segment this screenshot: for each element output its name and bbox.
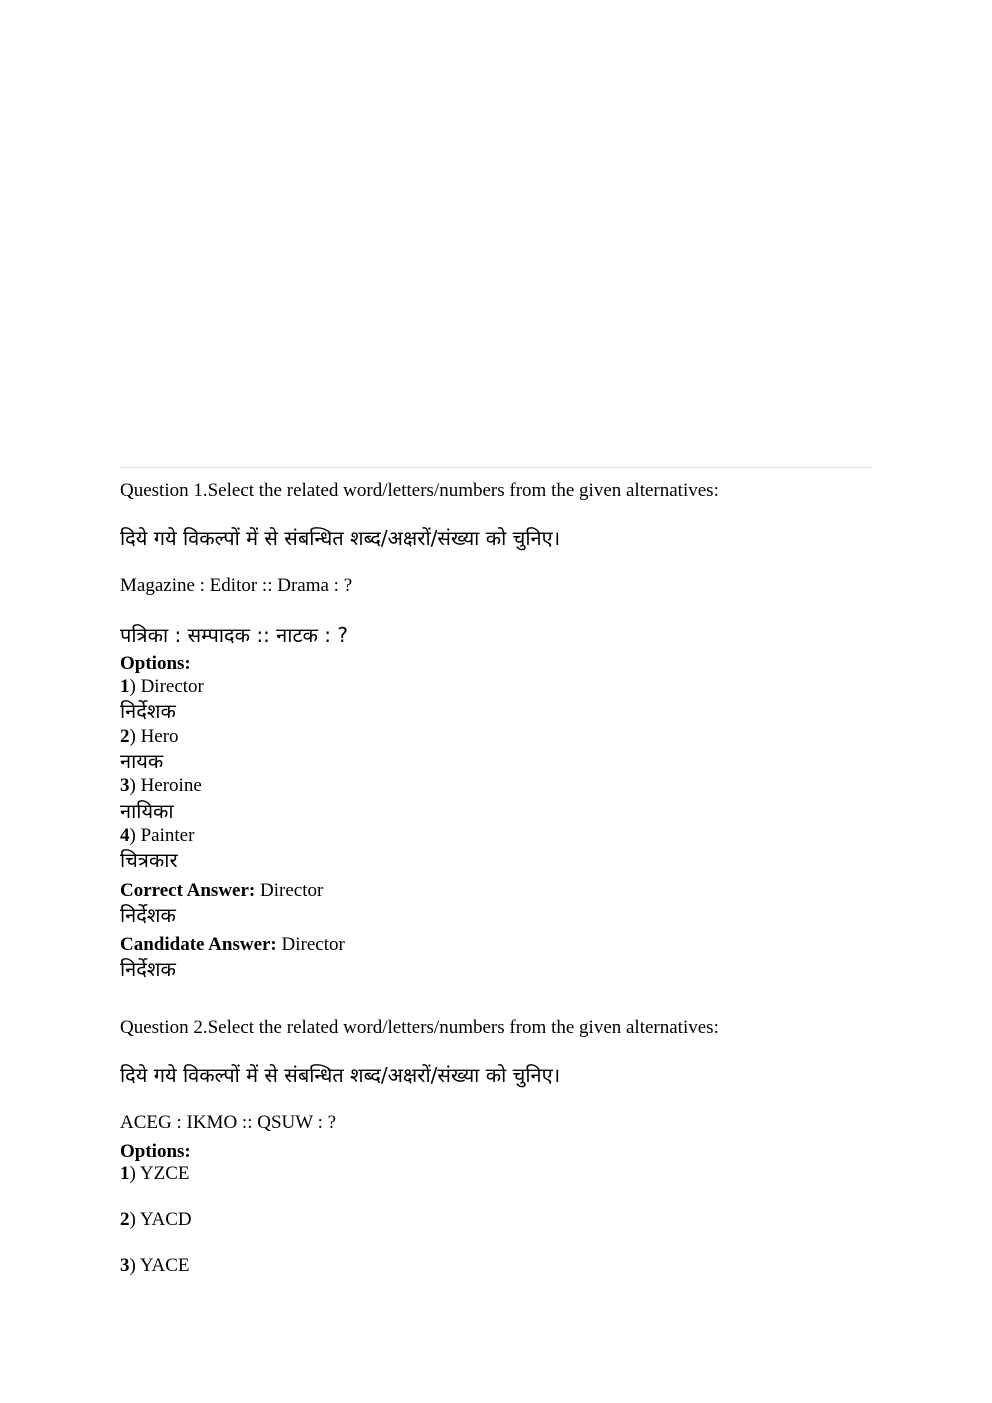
q2-options-label: Options: bbox=[120, 1141, 191, 1162]
option-number: 3 bbox=[120, 1255, 130, 1276]
option-text-en: Painter bbox=[140, 825, 195, 846]
q2-option-2: 2) YACD bbox=[120, 1209, 192, 1230]
q1-prompt-en: Question 1.Select the related word/letters/numbers from the given alternatives: bbox=[120, 480, 719, 501]
option-number: 4 bbox=[120, 825, 130, 846]
option-text-en: YZCE bbox=[139, 1163, 190, 1184]
q1-option-1-hi: निर्देशक bbox=[120, 699, 176, 723]
option-text-en: Heroine bbox=[140, 775, 202, 796]
q1-candidate-answer-hi: निर्देशक bbox=[120, 957, 176, 981]
q2-option-3: 3) YACE bbox=[120, 1255, 190, 1276]
q1-correct-answer-hi: निर्देशक bbox=[120, 903, 176, 927]
q1-candidate-answer: Candidate Answer: Director bbox=[120, 934, 345, 955]
option-text-en: Director bbox=[140, 676, 204, 697]
q2-analogy-en: ACEG : IKMO :: QSUW : ? bbox=[120, 1112, 337, 1133]
q1-option-3-hi: नायिका bbox=[120, 799, 174, 823]
q1-correct-answer: Correct Answer: Director bbox=[120, 880, 324, 901]
option-number: 2 bbox=[120, 726, 130, 747]
q2-prompt-en: Question 2.Select the related word/letters/numbers from the given alternatives: bbox=[120, 1017, 719, 1038]
option-number: 1 bbox=[120, 676, 130, 697]
q1-analogy-en: Magazine : Editor :: Drama : ? bbox=[120, 575, 353, 596]
q2-prompt-hi: दिये गये विकल्पों में से संबन्धित शब्द/अक्षरों/संख्या को चुनिए। bbox=[120, 1063, 561, 1087]
option-text-en: YACD bbox=[139, 1209, 192, 1230]
q1-option-2-hi: नायक bbox=[120, 749, 164, 773]
option-number: 1 bbox=[120, 1163, 130, 1184]
q1-analogy-hi: पत्रिका : सम्पादक :: नाटक : ? bbox=[120, 623, 348, 647]
q1-options-label: Options: bbox=[120, 653, 191, 674]
q2-option-1: 1) YZCE bbox=[120, 1163, 190, 1184]
q1-option-4-hi: चित्रकार bbox=[120, 848, 178, 872]
q1-option-4: 4) Painter bbox=[120, 825, 195, 846]
q1-option-3: 3) Heroine bbox=[120, 775, 202, 796]
q1-prompt-hi: दिये गये विकल्पों में से संबन्धित शब्द/अक्षरों/संख्या को चुनिए। bbox=[120, 526, 561, 550]
q1-option-2: 2) Hero bbox=[120, 726, 179, 747]
section-divider bbox=[120, 467, 872, 468]
option-number: 2 bbox=[120, 1209, 130, 1230]
option-text-en: YACE bbox=[139, 1255, 190, 1276]
option-text-en: Hero bbox=[140, 726, 179, 747]
option-number: 3 bbox=[120, 775, 130, 796]
q1-option-1: 1) Director bbox=[120, 676, 204, 697]
